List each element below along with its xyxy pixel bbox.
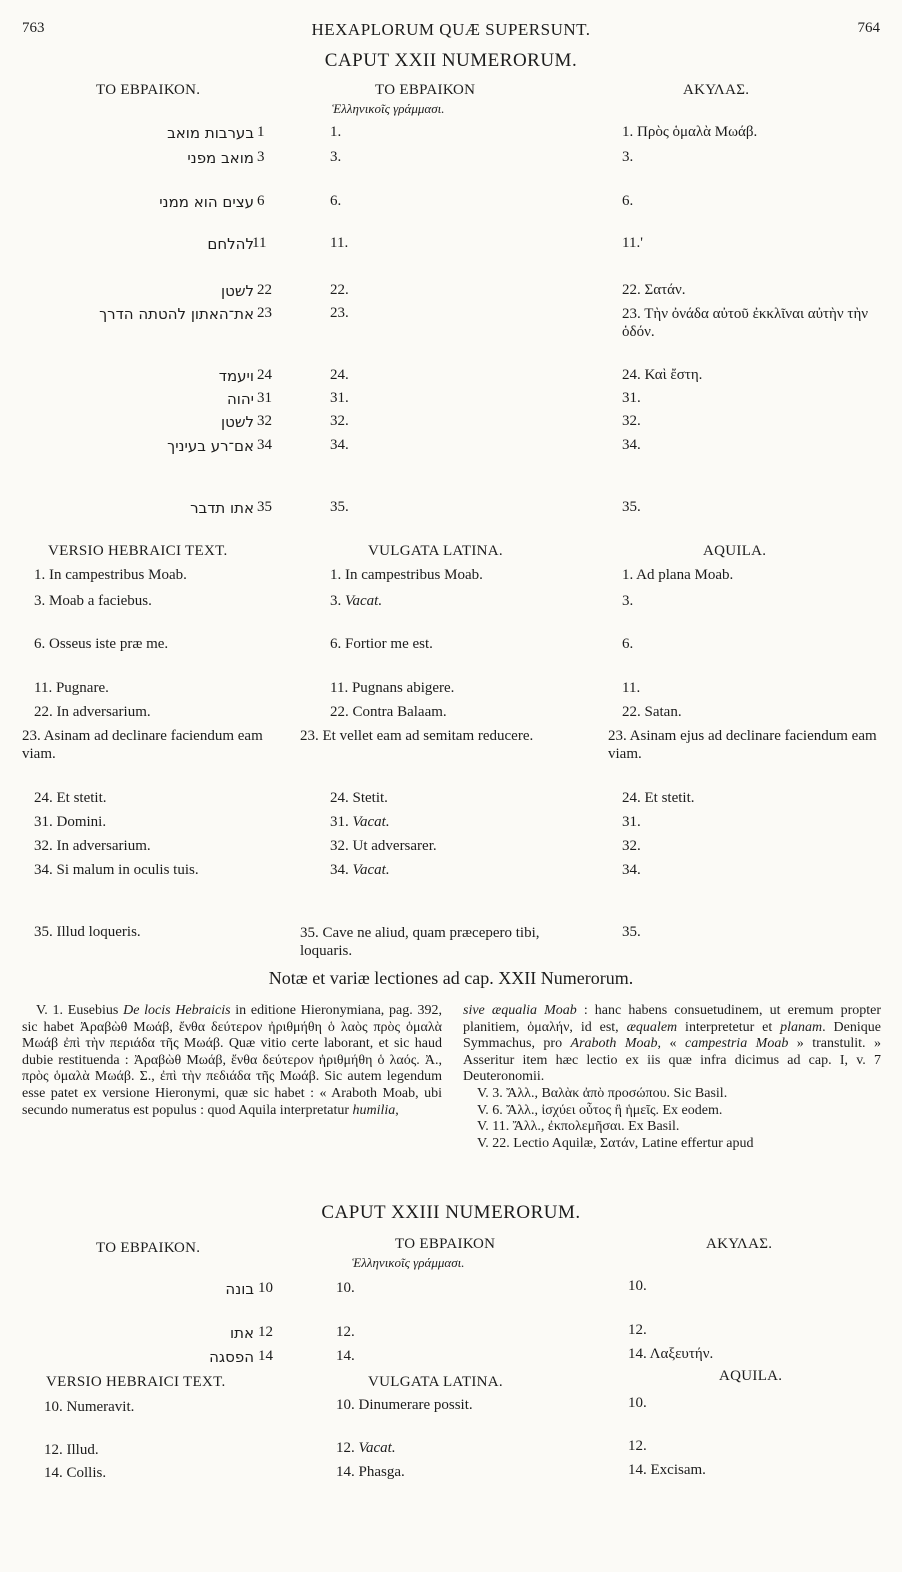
- vulgata-cell: 6. Fortior me est.: [330, 636, 433, 652]
- verse-number: 23: [257, 305, 272, 321]
- aquila-latin-cell: 10.: [628, 1395, 647, 1411]
- vulgata-cell: 35. Cave ne aliud, quam præcepero tibi, loquaris.: [300, 925, 540, 959]
- versio-cell: 3. Moab a faciebus.: [34, 593, 152, 609]
- vulgata-cell: 34. Vacat.: [330, 862, 390, 878]
- hebrew-word: ויעמד: [218, 367, 254, 385]
- col-head-versio: VERSIO HEBRAICI TEXT.: [48, 543, 228, 559]
- note-line: V. 3. Ἄλλ., Βαλὰκ ἀπὸ προσώπου. Sic Basil.: [477, 1085, 728, 1101]
- vulgata-cell: 22. Contra Balaam.: [330, 704, 447, 720]
- translit-cell: 3.: [330, 149, 342, 165]
- hebrew-word: אתו תדבר: [190, 499, 254, 517]
- verse-number: 1: [257, 124, 265, 140]
- col-head-translit-sub: Ἑλληνικοῖς γράμμασι.: [332, 101, 445, 116]
- note-line: V. 6. Ἄλλ., ἰσχύει οὗτος ἢ ἡμεῖς. Ex eodem.: [477, 1102, 723, 1118]
- verse-number: 35: [257, 499, 272, 515]
- verse-number: 31: [257, 390, 272, 406]
- vulgata-cell: 23. Et vellet eam ad semitam reducere.: [300, 728, 534, 744]
- col-head-hebrew: ΤΟ ΕΒΡΑΙΚΟΝ.: [96, 82, 201, 98]
- versio-cell: 34. Si malum in oculis tuis.: [34, 862, 199, 878]
- hebrew-word: הפסגה: [209, 1348, 254, 1366]
- aquila-latin-cell: 11.: [622, 680, 641, 696]
- translit-cell: 31.: [330, 390, 349, 406]
- aquila-latin-cell: 6.: [622, 636, 634, 652]
- translit-cell: 11.: [330, 235, 349, 251]
- aquila-latin-cell: 1. Ad plana Moab.: [622, 567, 734, 583]
- verse-number: 3: [257, 149, 265, 165]
- col-head-aquila-latin: AQUILA.: [719, 1368, 783, 1384]
- verse-number: 22: [257, 282, 272, 298]
- aquila-cell: 1. Πρὸς ὁμαλὰ Μωάβ.: [622, 124, 758, 140]
- verse-number: 14: [258, 1348, 273, 1364]
- verse-number: 32: [257, 413, 272, 429]
- col-head-aquila-latin: AQUILA.: [703, 543, 767, 559]
- col-head-aquila-greek: ΑΚΥΛΑΣ.: [706, 1236, 773, 1252]
- hebrew-word: בונה: [225, 1280, 254, 1298]
- col-head-hebrew: ΤΟ ΕΒΡΑΙΚΟΝ.: [96, 1240, 201, 1256]
- verse-number: 12: [258, 1324, 273, 1340]
- versio-cell: 14. Collis.: [44, 1465, 107, 1481]
- vulgata-cell: 24. Stetit.: [330, 790, 388, 806]
- hebrew-word: לשטן: [221, 282, 254, 300]
- versio-cell: 10. Numeravit.: [44, 1399, 135, 1415]
- aquila-cell: 24. Καὶ ἔστη.: [622, 367, 703, 383]
- chapter-22-title: CAPUT XXII NUMERORUM.: [324, 50, 578, 71]
- vulgata-cell: 3. Vacat.: [330, 593, 383, 609]
- col-head-versio: VERSIO HEBRAICI TEXT.: [46, 1374, 226, 1390]
- aquila-cell: 34.: [622, 437, 641, 453]
- aquila-latin-cell: 34.: [622, 862, 641, 878]
- translit-cell: 6.: [330, 193, 342, 209]
- aquila-latin-cell: 35.: [622, 924, 641, 940]
- aquila-latin-cell: 31.: [622, 814, 641, 830]
- verse-number: 10: [258, 1280, 273, 1296]
- hebrew-word: מואב מפני: [187, 149, 254, 167]
- verse-number: 24: [257, 367, 272, 383]
- verse-number: 6: [257, 193, 265, 209]
- col-head-translit: ΤΟ ΕΒΡΑΙΚΟΝ: [395, 1236, 496, 1252]
- notes-left-column: V. 1. Eusebius De locis Hebraicis in editione Hieronymiana, pag. 392, sic habet Ἀραβὼθ Μωάβ, ἔνθα δεύτερον ἠριθμήθη ὁ λαὸς πρὸς ὁμαλὰ Μωάβ ἐπὶ τὴν περιάδα τῆς Μωάβ. Quæ vitio certe laborant, et sic haud dubie restituenda : Ἀραβὼθ Μωάβ, ἔνθα δεύτερον ἠριθμήθη ὁ λαός. Ἀ., πρὸς ὁμαλὰ Μωάβ. Σ., ἐπὶ τὴν πεδιάδα τῆς Μωάβ. Sic autem legendum esse patet ex versione Hieronymi, quæ sic habet : « Araboth Moab, ubi secundo numeratus est populus : quod Aquila interpretatur humilia,: [22, 1003, 442, 1118]
- vulgata-cell: 11. Pugnans abigere.: [330, 680, 455, 696]
- aquila-cell: 12.: [628, 1322, 647, 1338]
- versio-cell: 12. Illud.: [44, 1442, 99, 1458]
- hebrew-word: יהוה: [226, 390, 254, 408]
- aquila-latin-cell: 24. Et stetit.: [622, 790, 695, 806]
- versio-cell: 23. Asinam ad declinare faciendum eam viam.: [22, 728, 263, 762]
- hebrew-word: עצים הוא ממני: [159, 193, 254, 211]
- col-head-translit-sub: Ἑλληνικοῖς γράμμασι.: [352, 1255, 465, 1270]
- versio-cell: 1. In campestribus Moab.: [34, 567, 187, 583]
- hebrew-word: בערבות מואב: [167, 124, 254, 142]
- aquila-latin-cell: 3.: [622, 593, 634, 609]
- translit-cell: 12.: [336, 1324, 355, 1340]
- aquila-cell: 14. Λαξευτήν.: [628, 1346, 714, 1362]
- aquila-cell: 31.: [622, 390, 641, 406]
- verse-number: 34: [257, 437, 272, 453]
- hebrew-word: לשטן: [221, 413, 254, 431]
- notes-right-column: sive æqualia Moab : hanc habens consuetudinem, ut eremum propter planitiem, ὁμαλήν, id est, æqualem interpretetur et planam. Denique Symmachus, pro Araboth Moab, « campestria Moab » transtulit. » Asseritur item hæc lectio ex iis quæ infra dicimus ad cap. I, v. 7 Deuteronomii. V. 3. Ἄλλ., Βαλὰκ ἀπὸ προσώπου. Sic Basil. V. 6. Ἄλλ., ἰσχύει οὗτος ἢ ἡμεῖς. Ex eodem. V. 11. Ἄλλ., ἐκπολεμῆσαι. Ex Basil. V. 22. Lectio Aquilæ, Σατάν, Latine effertur apud: [463, 1003, 882, 1151]
- versio-cell: 11. Pugnare.: [34, 680, 109, 696]
- aquila-cell: 11.': [622, 235, 643, 251]
- aquila-cell: 35.: [622, 499, 641, 515]
- col-head-translit: ΤΟ ΕΒΡΑΙΚΟΝ: [375, 82, 476, 98]
- versio-cell: 35. Illud loqueris.: [34, 924, 141, 940]
- versio-cell: 22. In adversarium.: [34, 704, 151, 720]
- aquila-latin-cell: 22. Satan.: [622, 704, 682, 720]
- versio-cell: 6. Osseus iste præ me.: [34, 636, 169, 652]
- col-head-aquila-greek: ΑΚΥΛΑΣ.: [683, 82, 750, 98]
- note-line: V. 22. Lectio Aquilæ, Σατάν, Latine effertur apud: [477, 1135, 754, 1151]
- translit-cell: 22.: [330, 282, 349, 298]
- aquila-latin-cell: 14. Excisam.: [628, 1462, 706, 1478]
- translit-cell: 14.: [336, 1348, 355, 1364]
- aquila-latin-cell: 12.: [628, 1438, 647, 1454]
- hebrew-word: להלחם: [207, 235, 254, 253]
- verse-number: 11: [252, 235, 267, 251]
- note-line: V. 11. Ἄλλ., ἐκπολεμῆσαι. Ex Basil.: [477, 1119, 680, 1135]
- translit-cell: 23.: [330, 305, 349, 321]
- vulgata-cell: 10. Dinumerare possit.: [336, 1397, 473, 1413]
- versio-cell: 32. In adversarium.: [34, 838, 151, 854]
- hebrew-word: אתו: [230, 1324, 254, 1342]
- aquila-cell: 23. Τὴν ὀνάδα αὐτοῦ ἐκκλῖναι αὐτὴν τὴν ὁδόν.: [622, 306, 869, 340]
- vulgata-cell: 1. In campestribus Moab.: [330, 567, 483, 583]
- aquila-latin-cell: 32.: [622, 838, 641, 854]
- translit-cell: 1.: [330, 124, 342, 140]
- translit-cell: 34.: [330, 437, 349, 453]
- aquila-cell: 3.: [622, 149, 634, 165]
- aquila-cell: 6.: [622, 193, 634, 209]
- vulgata-cell: 32. Ut adversarer.: [330, 838, 437, 854]
- aquila-latin-cell: 23. Asinam ejus ad declinare faciendum eam viam.: [608, 728, 877, 762]
- hebrew-word: את־האתון להטתה הדרך: [99, 305, 254, 323]
- aquila-cell: 32.: [622, 413, 641, 429]
- versio-cell: 24. Et stetit.: [34, 790, 107, 806]
- aquila-cell: 22. Σατάν.: [622, 282, 686, 298]
- page-number-right: 764: [857, 20, 880, 36]
- aquila-cell: 10.: [628, 1278, 647, 1294]
- notes-title: Notæ et variæ lectiones ad cap. XXII Numerorum.: [268, 968, 634, 988]
- hebrew-word: אם־רע בעיניך: [167, 437, 254, 455]
- translit-cell: 32.: [330, 413, 349, 429]
- translit-cell: 24.: [330, 367, 349, 383]
- chapter-23-title: CAPUT XXIII NUMERORUM.: [321, 1202, 581, 1223]
- col-head-vulgata: VULGATA LATINA.: [368, 1374, 503, 1390]
- versio-cell: 31. Domini.: [34, 814, 107, 830]
- vulgata-cell: 12. Vacat.: [336, 1440, 396, 1456]
- running-head: HEXAPLORUM QUÆ SUPERSUNT.: [311, 20, 591, 39]
- translit-cell: 35.: [330, 499, 349, 515]
- col-head-vulgata: VULGATA LATINA.: [368, 543, 503, 559]
- page-number-left: 763: [22, 20, 45, 36]
- vulgata-cell: 14. Phasga.: [336, 1464, 405, 1480]
- vulgata-cell: 31. Vacat.: [330, 814, 390, 830]
- translit-cell: 10.: [336, 1280, 355, 1296]
